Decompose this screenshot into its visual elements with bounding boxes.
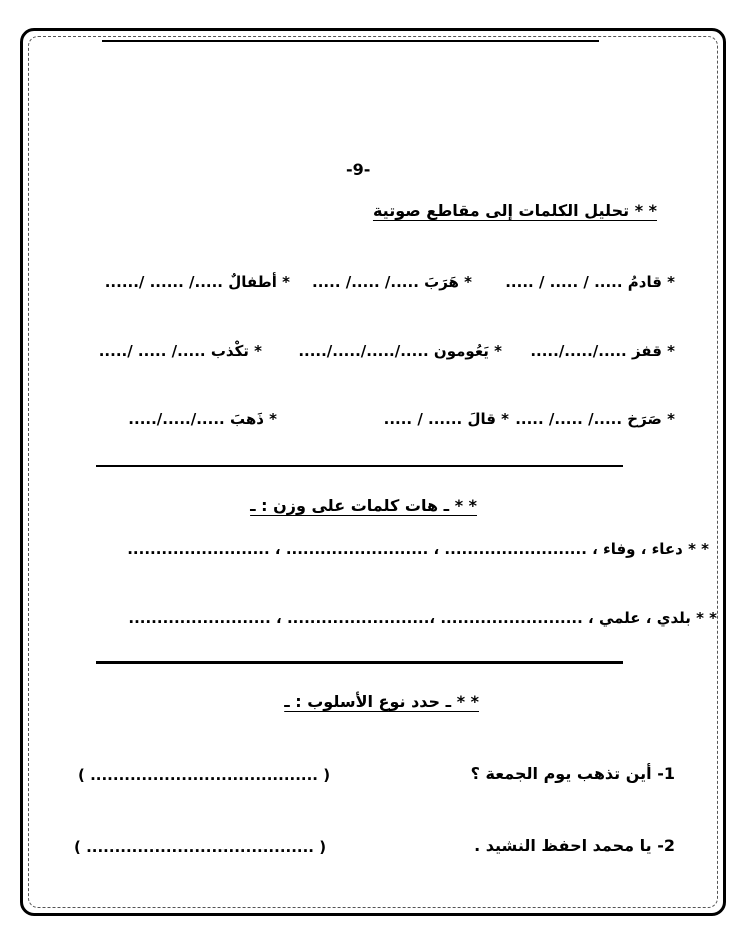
question-1-answer-blank: ( ........................................ ) — [78, 766, 331, 784]
question-1-text: 1- أين تذهب يوم الجمعة ؟ — [470, 764, 675, 783]
pattern-line-2: * * بلدي ، علمي ، ......................... ،......................... ، ......................... — [128, 609, 717, 627]
section3-title: * * ـ حدد نوع الأسلوب : ـ — [284, 692, 479, 711]
pattern-line-1: * * دعاء ، وفاء ، ......................... ، ......................... ، ......................... — [127, 540, 709, 558]
top-divider — [102, 40, 599, 42]
syllable-item-qadim: * قادمُ ..... / ..... / ..... — [505, 273, 675, 291]
syllable-item-dhahaba: * ذَهبَ ...../...../..... — [128, 410, 277, 428]
syllable-item-qala: * قالَ ...... / ..... — [383, 410, 509, 428]
syllable-item-qafaz: * قفز ...../...../..... — [530, 342, 675, 360]
question-2-text: 2- يا محمد احفظ النشيد . — [474, 836, 675, 855]
page-number: -9- — [346, 160, 371, 179]
section-divider-2 — [96, 661, 623, 664]
syllable-item-atfal: * أطفالٌ ...../ ...... /...... — [104, 273, 290, 291]
section1-title: * * تحليل الكلمات إلى مقاطع صوتية — [372, 201, 657, 220]
syllable-item-yaumun: * يَعُومون ...../...../...../..... — [298, 342, 502, 360]
section2-title: * * ـ هات كلمات على وزن : ـ — [250, 496, 477, 515]
syllable-item-haraba: * هَرَبَ ...../ ...../ ..... — [312, 273, 472, 291]
section-divider-1 — [96, 465, 623, 467]
question-2-answer-blank: ( ........................................ ) — [74, 838, 327, 856]
syllable-item-sarakh: * صَرَخ ...../ ...../ ..... — [515, 410, 675, 428]
syllable-item-takdhib: * تكْذب ...../ ..... /..... — [98, 342, 262, 360]
